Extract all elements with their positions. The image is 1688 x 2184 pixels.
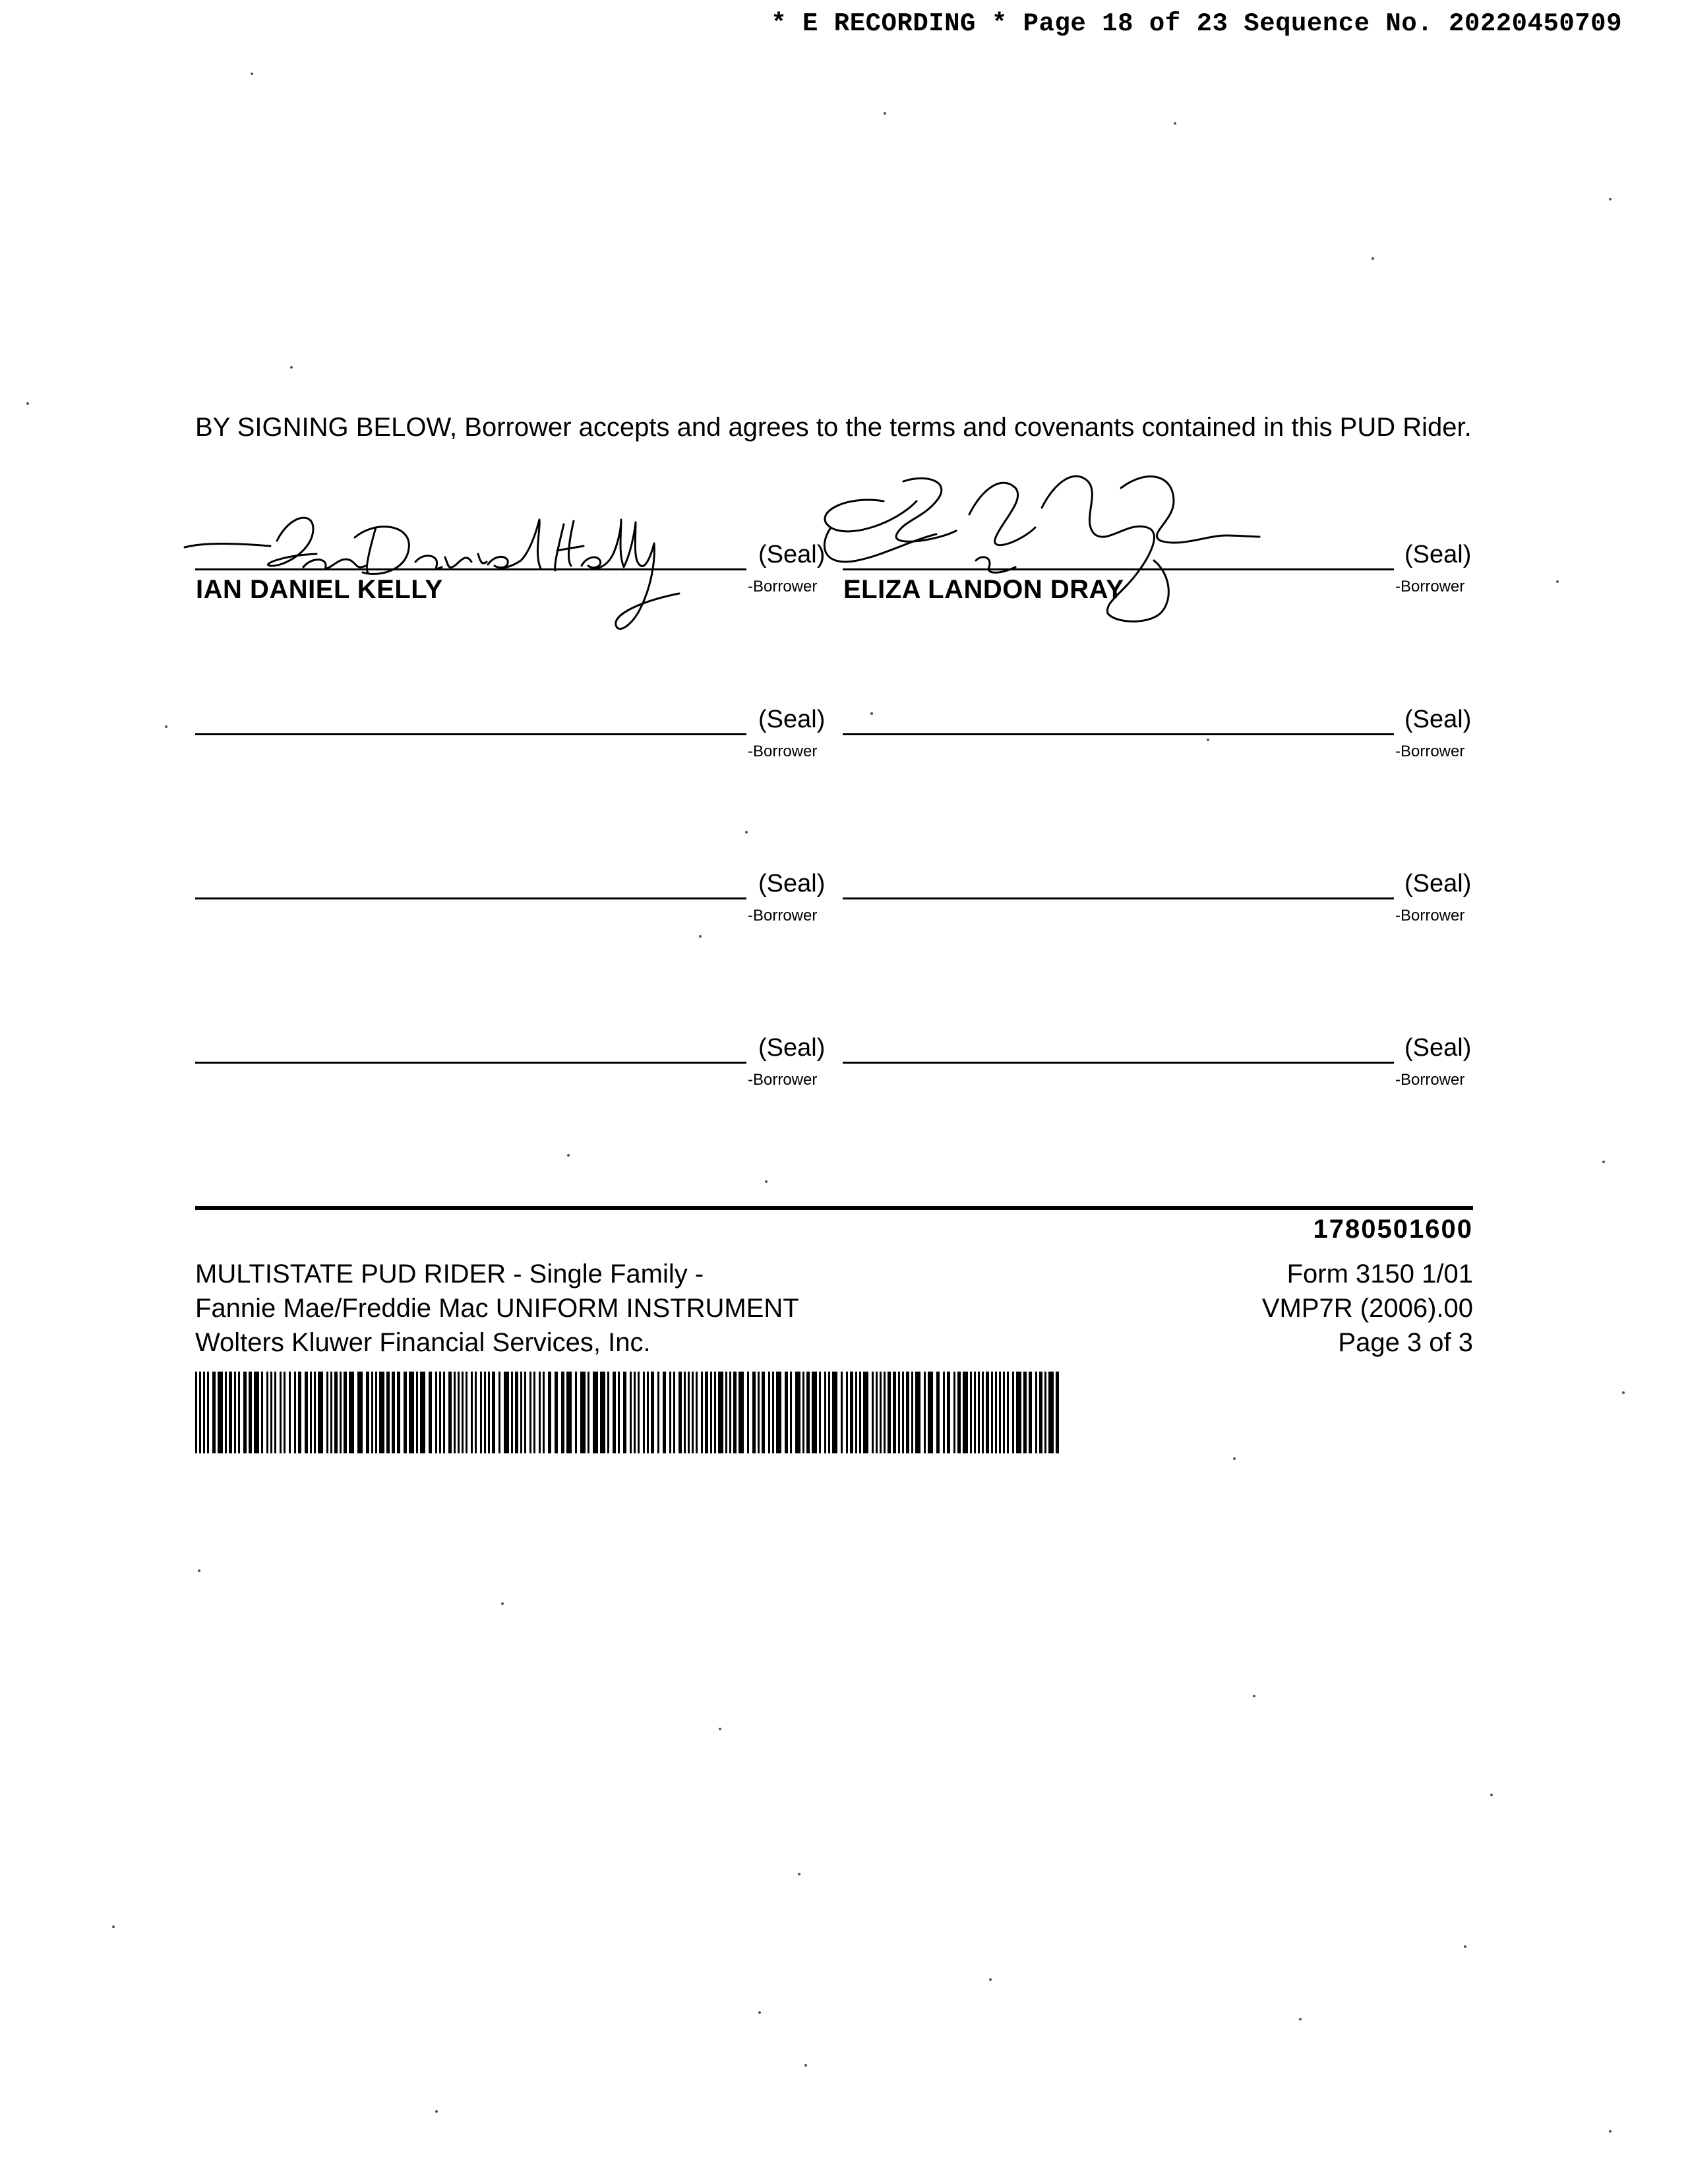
form-title-line1: MULTISTATE PUD RIDER - Single Family - (195, 1259, 704, 1289)
page-indicator: Page 3 of 3 (1338, 1328, 1473, 1357)
barcode-icon (195, 1372, 1063, 1453)
signature-line-right-4 (843, 1062, 1394, 1064)
scan-speck (435, 2110, 438, 2113)
loan-number: 1780501600 (1313, 1215, 1473, 1244)
borrower-label: -Borrower (1395, 578, 1465, 595)
form-info-block (1262, 1257, 1473, 1360)
scan-speck (870, 712, 873, 715)
scan-speck (1622, 1391, 1625, 1394)
signature-line-left-4 (195, 1062, 746, 1064)
scan-speck (290, 366, 293, 369)
form-number: Form 3150 1/01 (1286, 1259, 1473, 1289)
scan-speck (719, 1728, 721, 1730)
scan-speck (1174, 122, 1176, 125)
scan-speck (567, 1154, 570, 1157)
signature-line-right-2 (843, 733, 1394, 735)
signature-eliza-landon-dray (804, 462, 1266, 640)
seal-label: (Seal) (1404, 541, 1472, 568)
seal-label: (Seal) (1404, 870, 1472, 897)
scan-speck (251, 73, 253, 75)
scan-speck (112, 1926, 115, 1928)
borrower-label: -Borrower (748, 743, 818, 760)
signer-name-left: IAN DANIEL KELLY (196, 575, 443, 604)
scan-speck (1299, 2018, 1302, 2020)
scan-speck (798, 1873, 800, 1875)
publisher-name: Wolters Kluwer Financial Services, Inc. (195, 1328, 651, 1357)
scan-speck (1556, 580, 1559, 583)
seal-label: (Seal) (1404, 1034, 1472, 1062)
signature-line-left-2 (195, 733, 746, 735)
scan-speck (1233, 1457, 1236, 1460)
scan-speck (1609, 2130, 1612, 2133)
borrower-label: -Borrower (748, 907, 818, 925)
form-title-line2: Fannie Mae/Freddie Mac UNIFORM INSTRUMENT (195, 1294, 799, 1323)
borrower-label: -Borrower (748, 578, 818, 595)
scan-speck (1372, 257, 1374, 260)
form-title-block (195, 1257, 799, 1360)
seal-label: (Seal) (758, 1034, 826, 1062)
agreement-paragraph: BY SIGNING BELOW, Borrower accepts and agrees to the terms and covenants contained in this PUD Rider. (195, 413, 1472, 442)
recording-header: * E RECORDING * Page 18 of 23 Sequence No. 20220450709 (771, 9, 1622, 38)
borrower-label: -Borrower (748, 1071, 818, 1089)
scan-speck (26, 402, 29, 405)
seal-label: (Seal) (758, 870, 826, 897)
scan-speck (765, 1180, 768, 1183)
vmp-code: VMP7R (2006).00 (1261, 1294, 1473, 1323)
scan-speck (884, 112, 886, 115)
scan-speck (501, 1602, 504, 1605)
scan-speck (1609, 198, 1612, 200)
signature-line-right-3 (843, 897, 1394, 899)
scan-speck (804, 2064, 807, 2067)
scan-speck (1602, 1161, 1605, 1163)
scan-speck (1207, 739, 1209, 741)
borrower-label: -Borrower (1395, 743, 1465, 760)
footer-rule (195, 1206, 1473, 1210)
scan-speck (1464, 1945, 1466, 1948)
scan-speck (1490, 1794, 1493, 1796)
seal-label: (Seal) (758, 706, 826, 733)
scan-speck (165, 725, 167, 728)
scan-speck (198, 1569, 200, 1572)
seal-label: (Seal) (758, 541, 826, 568)
signature-ian-daniel-kelly (178, 488, 706, 659)
scan-speck (1253, 1695, 1255, 1697)
borrower-label: -Borrower (1395, 907, 1465, 925)
scan-speck (745, 831, 748, 834)
signature-line-left-3 (195, 897, 746, 899)
scan-speck (699, 935, 702, 938)
scan-speck (758, 2011, 761, 2014)
scan-speck (989, 1978, 992, 1981)
signer-name-right: ELIZA LANDON DRAY (843, 575, 1124, 604)
seal-label: (Seal) (1404, 706, 1472, 733)
borrower-label: -Borrower (1395, 1071, 1465, 1089)
